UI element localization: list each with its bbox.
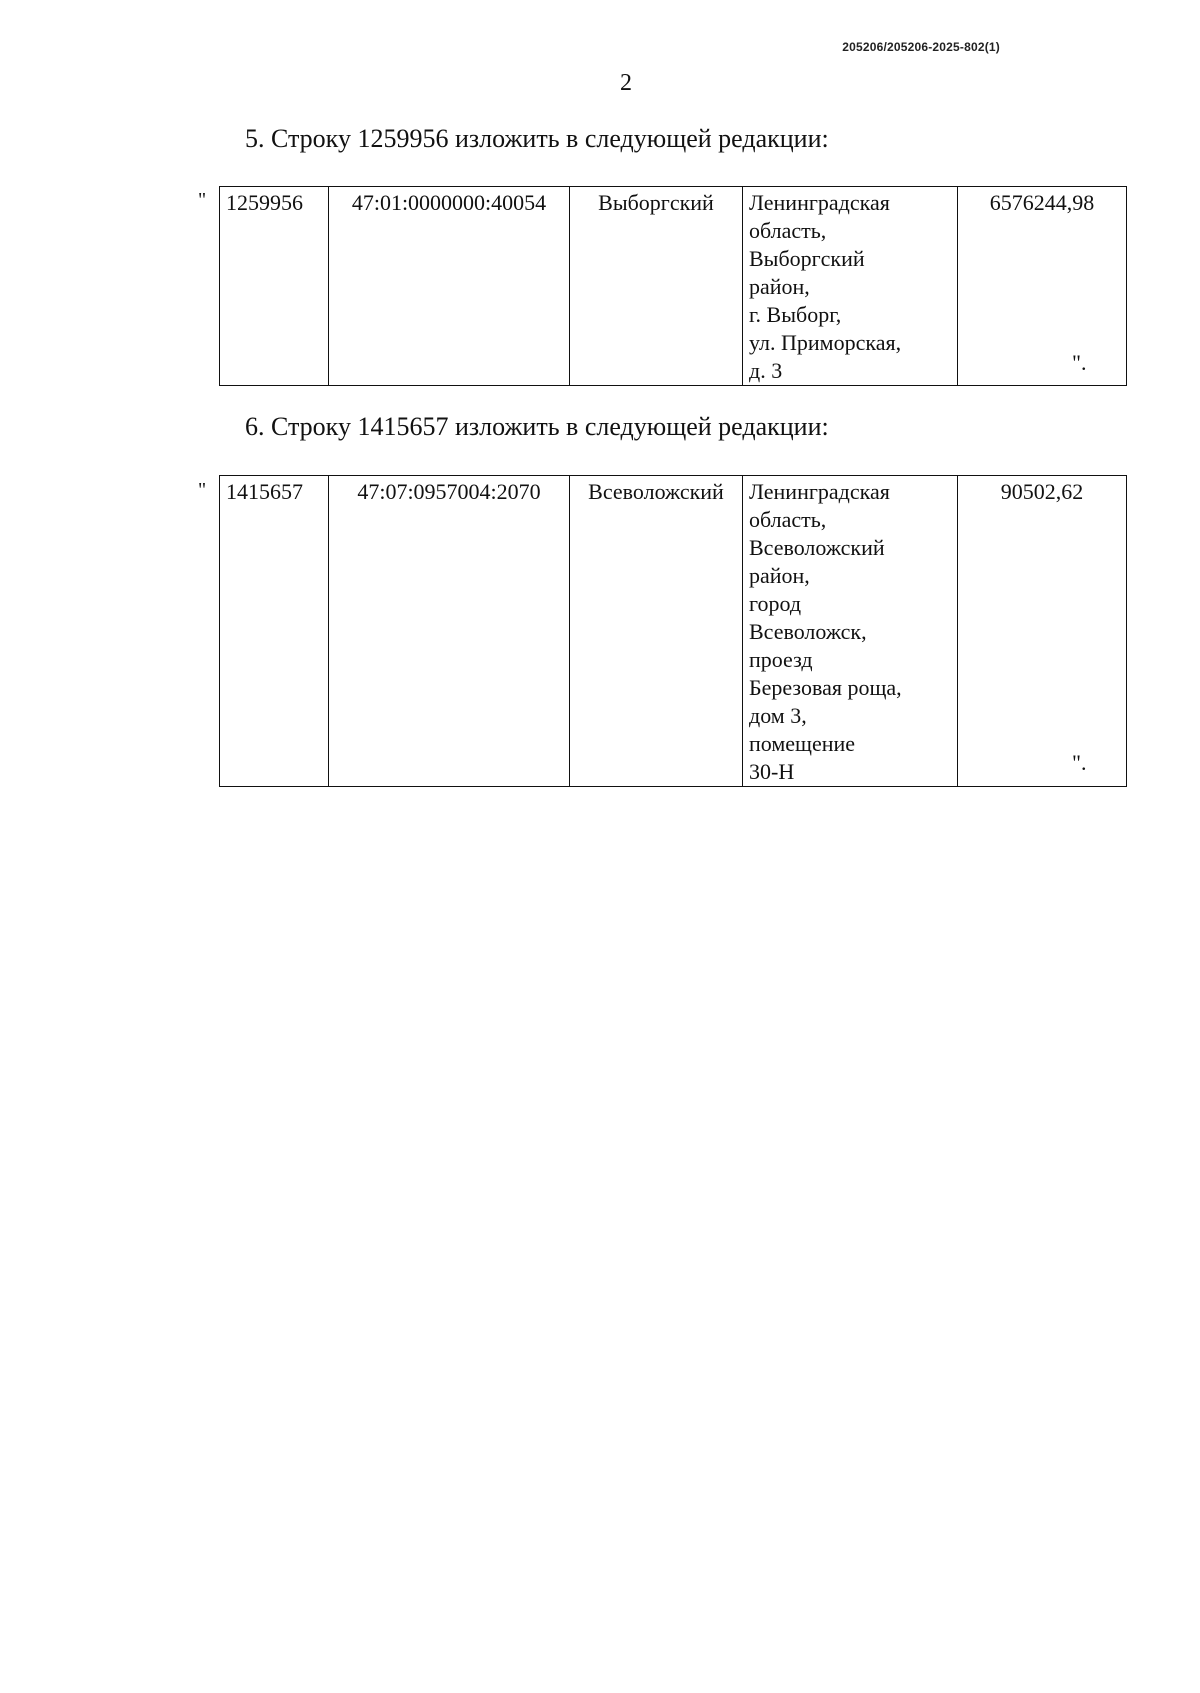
section-6-table xyxy=(219,475,1127,787)
table-row xyxy=(220,476,1127,787)
section-5-heading: 5. Строку 1259956 изложить в следующей редакции: xyxy=(245,124,829,153)
table-row xyxy=(220,187,1127,386)
cell-district: Всеволожский xyxy=(570,476,743,787)
section-5-table xyxy=(219,186,1127,386)
section-5-quote-close: ". xyxy=(1072,350,1087,375)
cell-address: Ленинградская область, Выборгский район, г. Выборг, ул. Приморская, д. 3 xyxy=(743,187,958,386)
cell-value: 6576244,98 xyxy=(958,187,1127,386)
page-number: 2 xyxy=(620,70,632,96)
cell-object-id: 1259956 xyxy=(220,187,329,386)
cell-district: Выборгский xyxy=(570,187,743,386)
section-5-quote-open: " xyxy=(198,189,207,211)
cell-cadastral-number: 47:07:0957004:2070 xyxy=(329,476,570,787)
cell-value: 90502,62 xyxy=(958,476,1127,787)
cell-address: Ленинградская область, Всеволожский район, город Всеволожск, проезд Березовая роща, дом 3, помещение 30-Н xyxy=(743,476,958,787)
cell-cadastral-number: 47:01:0000000:40054 xyxy=(329,187,570,386)
section-6-heading: 6. Строку 1415657 изложить в следующей редакции: xyxy=(245,412,829,441)
document-id: 205206/205206-2025-802(1) xyxy=(842,40,1000,54)
cell-object-id: 1415657 xyxy=(220,476,329,787)
section-6-quote-close: ". xyxy=(1072,750,1087,775)
section-6-quote-open: " xyxy=(198,479,207,501)
